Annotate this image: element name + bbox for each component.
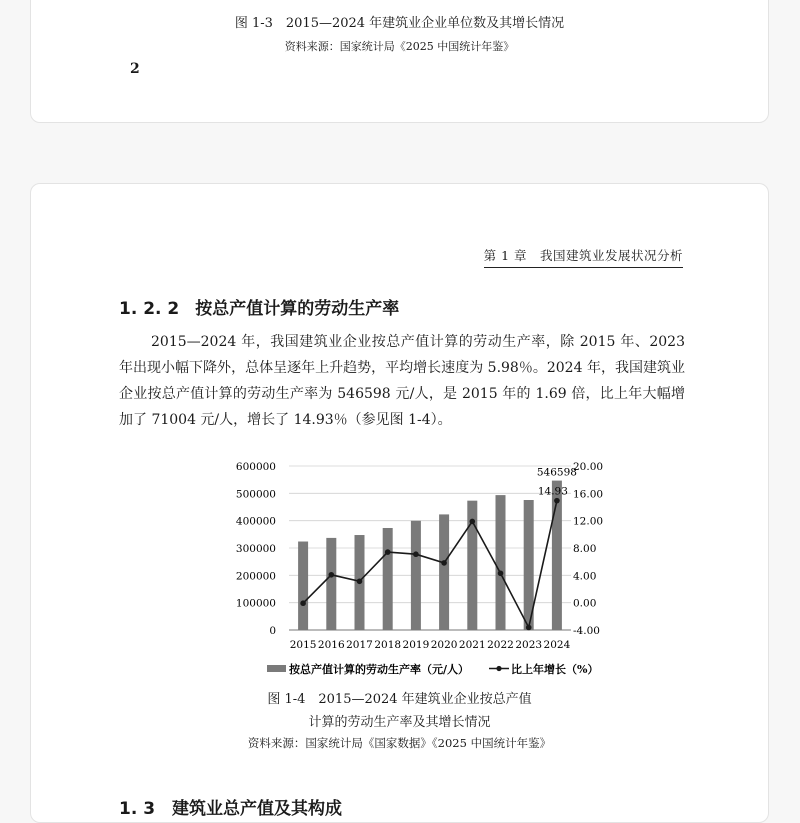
x-tick-label: 2023	[515, 639, 543, 651]
x-tick-label: 2022	[487, 639, 514, 651]
x-tick-label: 2019	[402, 639, 430, 651]
prev-figure-source: 资料来源：国家统计局《2025 中国统计年鉴》	[284, 40, 515, 53]
bar-2022	[496, 495, 506, 630]
x-tick-label: 2016	[317, 639, 345, 651]
section-number: 1. 2. 2	[119, 299, 180, 319]
prev-figure-caption: 图 1-3 2015—2024 年建筑业企业单位数及其增长情况	[234, 16, 565, 31]
bar-2018	[383, 528, 393, 630]
body-paragraph: 2015—2024 年，我国建筑业企业按总产值计算的劳动生产率，除 2015 年、2023 年出现小幅下降外，总体呈逐年上升趋势，平均增长速度为 5.98％。2024 年，我国建筑业企业按总产值计算的劳动生产率为 546598 元/人，是 2015 年的 1.69 倍，比上年大幅增加了 71004 元/人，增长了 14.93％（参见图 1-4）。	[119, 334, 685, 428]
y-right-tick-label: 20.00	[573, 461, 604, 473]
x-tick-label: 2015	[289, 639, 317, 651]
growth-point-2019	[413, 551, 419, 557]
y-right-tick-label: 0.00	[573, 597, 597, 610]
growth-point-2018	[385, 549, 391, 555]
legend-line-label: 比上年增长（%）	[511, 663, 599, 676]
figure-source: 资料来源：国家统计局《国家数据》《2025 中国统计年鉴》	[247, 736, 552, 750]
x-tick-label: 2017	[346, 639, 373, 651]
figure-caption-line2: 计算的劳动生产率及其增长情况	[308, 715, 491, 730]
y-left-tick-label: 200000	[235, 570, 276, 583]
running-header: 第 1 章 我国建筑业发展状况分析	[484, 246, 683, 268]
y-left-tick-label: 500000	[235, 488, 276, 501]
growth-line	[303, 501, 557, 628]
y-right-tick-label: 8.00	[573, 543, 597, 555]
growth-point-2016	[329, 572, 335, 578]
next-section-heading: 1. 3 建筑业总产值及其构成	[119, 799, 343, 819]
growth-point-2022	[498, 570, 504, 576]
section-heading	[119, 294, 399, 319]
y-right-tick-label: 16.00	[573, 488, 604, 501]
previous-page-card	[30, 0, 769, 123]
growth-point-2021	[470, 519, 476, 525]
page-number: 2	[130, 61, 140, 77]
figure-caption-line1: 图 1-4 2015—2024 年建筑业企业按总产值	[267, 692, 532, 707]
growth-point-2023	[526, 625, 532, 631]
growth-point-2017	[357, 578, 363, 584]
growth-point-2020	[441, 560, 447, 566]
x-tick-label: 2024	[543, 639, 571, 651]
x-tick-label: 2021	[458, 639, 486, 651]
y-right-tick-label: 4.00	[573, 570, 597, 583]
legend-bar-swatch	[267, 665, 286, 672]
x-tick-label: 2018	[374, 639, 402, 651]
growth-point-2024	[554, 498, 560, 504]
growth-point-2015	[300, 600, 306, 606]
bar-2020	[439, 514, 449, 630]
page-card	[30, 183, 769, 823]
y-right-tick-label: 12.00	[573, 515, 604, 528]
section-title: 按总产值计算的劳动生产率	[195, 299, 400, 319]
bar-data-label-2024: 546598	[536, 466, 577, 479]
labor-productivity-chart	[209, 454, 604, 684]
y-left-tick-label: 300000	[235, 543, 276, 555]
y-left-tick-label: 400000	[235, 515, 276, 528]
x-tick-label: 2020	[430, 639, 458, 651]
legend-line-marker	[496, 666, 501, 671]
line-data-label-2024: 14.93	[537, 485, 568, 498]
bar-2015	[298, 542, 308, 630]
bar-2019	[411, 521, 421, 630]
legend-bar-label: 按总产值计算的劳动生产率（元/人）	[289, 663, 470, 676]
bar-2016	[326, 538, 336, 630]
y-left-tick-label: 0	[269, 625, 276, 637]
y-left-tick-label: 600000	[235, 461, 276, 473]
y-left-tick-label: 100000	[235, 597, 276, 610]
y-right-tick-label: -4.00	[573, 625, 600, 637]
